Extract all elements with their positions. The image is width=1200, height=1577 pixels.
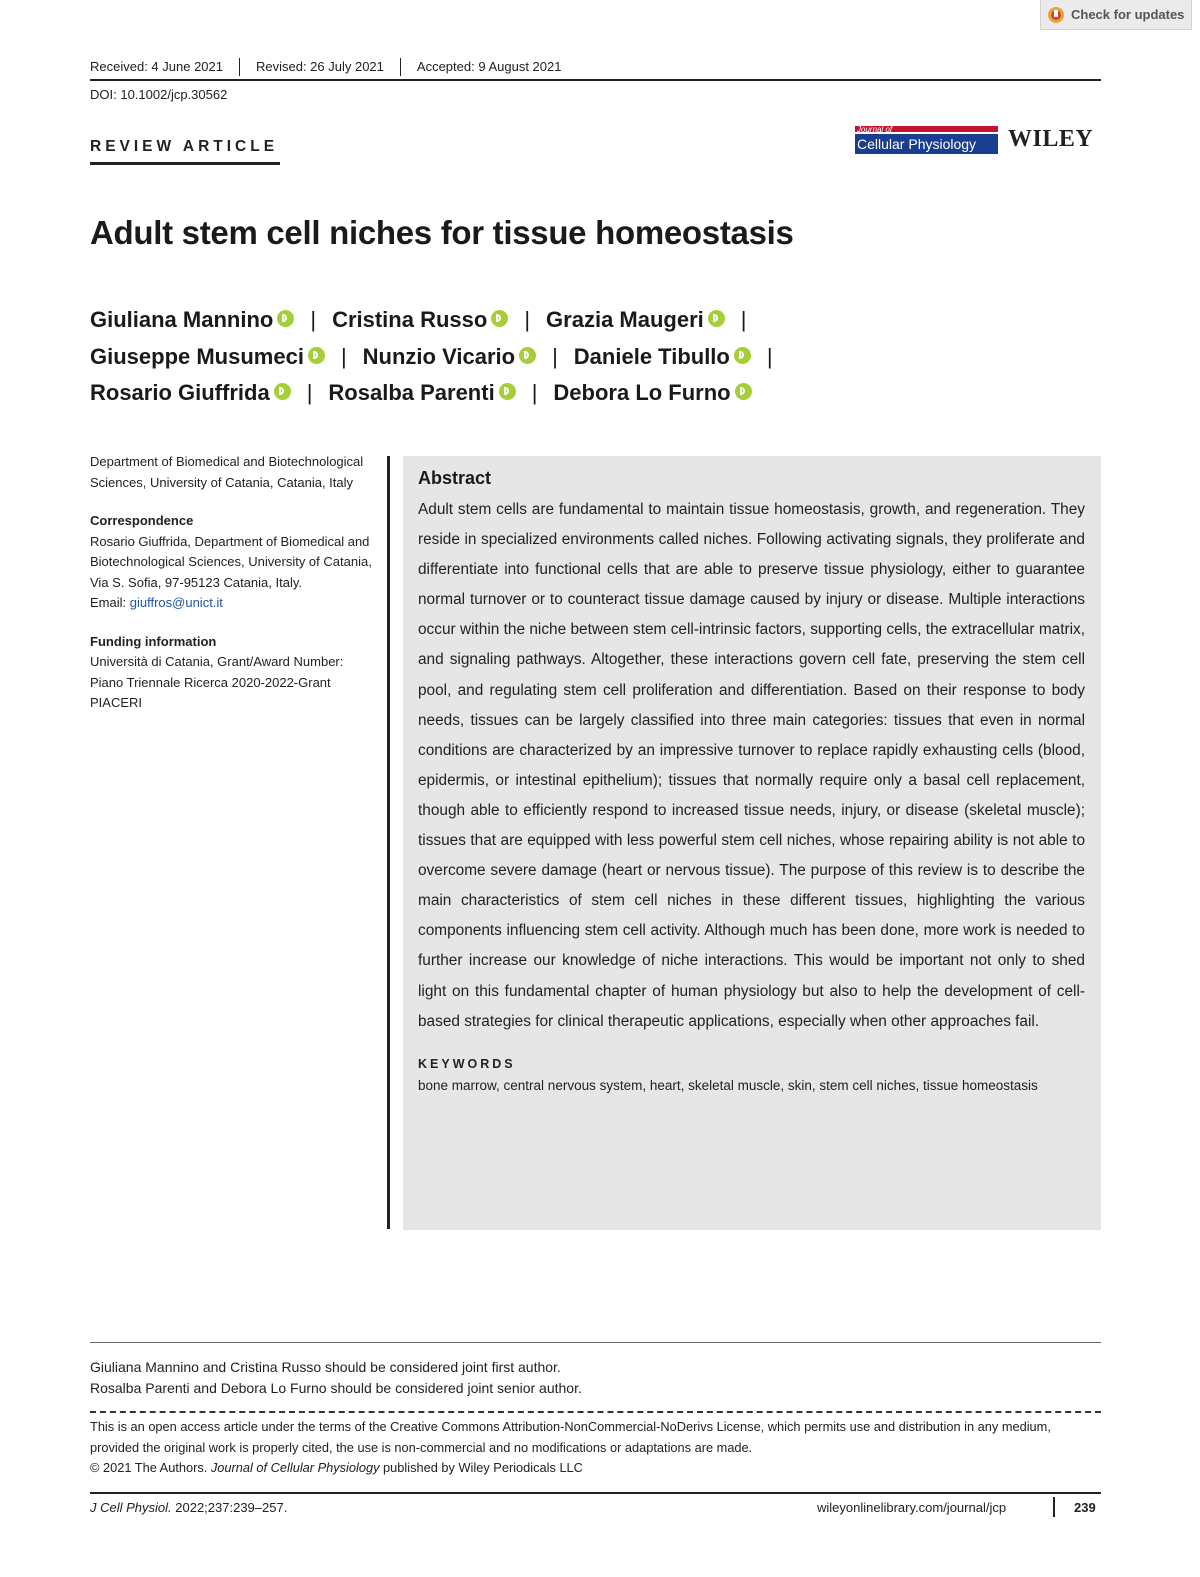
author-name[interactable]: Nunzio Vicario — [362, 343, 516, 369]
crossmark-icon — [1047, 6, 1065, 24]
joint-senior-note: Rosalba Parenti and Debora Lo Furno should be considered joint senior author. — [90, 1380, 582, 1396]
check-for-updates-button[interactable] — [1040, 0, 1192, 30]
article-info-column — [90, 452, 380, 732]
page-number: 239 — [1074, 1500, 1096, 1515]
revised-date: Revised: 26 July 2021 — [239, 58, 400, 76]
footer-separator — [1053, 1497, 1055, 1517]
license-block — [90, 1417, 1101, 1479]
copyright-line — [90, 1458, 1101, 1479]
funding-label: Funding information — [90, 633, 217, 649]
correspondence-block — [90, 511, 380, 614]
footer-rule — [90, 1492, 1101, 1494]
email-label: Email: — [90, 595, 127, 610]
article-type: REVIEW ARTICLE — [90, 138, 280, 165]
license-divider — [90, 1411, 1101, 1413]
publisher-logo: WILEY — [1008, 126, 1094, 152]
author-separator: | — [524, 307, 531, 332]
orcid-icon[interactable] — [735, 383, 752, 400]
doi[interactable]: DOI: 10.1002/jcp.30562 — [90, 87, 228, 102]
abstract-box — [403, 456, 1101, 1230]
journal-logo-small: Journal of — [857, 125, 893, 134]
citation — [90, 1500, 287, 1515]
author-name[interactable]: Giuliana Mannino — [90, 307, 274, 332]
column-divider — [387, 456, 390, 1229]
author-separator: | — [306, 380, 313, 405]
article-title: Adult stem cell niches for tissue homeostasis — [90, 214, 794, 251]
orcid-icon[interactable] — [491, 310, 508, 327]
author-name[interactable]: Debora Lo Furno — [553, 380, 731, 405]
abstract-heading: Abstract — [418, 468, 492, 488]
journal-logo-name: Cellular Physiology — [855, 134, 998, 154]
copyright-suffix: published by Wiley Periodicals LLC — [383, 1460, 583, 1475]
footnote-rule — [90, 1342, 1101, 1343]
author-name[interactable]: Cristina Russo — [332, 307, 488, 332]
orcid-icon[interactable] — [499, 383, 516, 400]
orcid-icon[interactable] — [277, 310, 294, 327]
author-separator: | — [740, 307, 747, 332]
author-name[interactable]: Rosalba Parenti — [328, 380, 495, 405]
citation-journal: J Cell Physiol. — [90, 1500, 172, 1515]
author-name[interactable]: Giuseppe Musumeci — [90, 343, 304, 369]
citation-details: 2022;237:239–257. — [175, 1500, 288, 1515]
abstract-text: Adult stem cells are fundamental to maintain tissue homeostasis, growth, and regeneration. They reside in specialized environments called niches. Following activating signals, they proliferate and differentiate into functional cells that are able to preserve tissue physiology, either to guarantee normal turnover or to counteract tissue damage caused by injury or disease. Multiple interactions occur within the niche between stem cell-intrinsic factors, supporting cells, the extracellular matrix, and signaling pathways. Altogether, these interactions govern cell fate, preserving the stem cell pool, and regulating stem cell proliferation and differentiation. Based on their response to body needs, tissues can be largely classified into three main categories: tissues that even in normal conditions are characterized by an impressive turnover to replace rapidly exhausting cells (blood, epidermis, or intestinal epithelium); tissues that normally require only a basal cell replacement, though able to efficiently respond to increased tissue needs, injury, or disease (skeletal muscle); tissues that are equipped with less powerful stem cell niches, whose repairing ability is not able to overcome severe damage (heart or nervous tissue). The purpose of this review is to describe the main characteristics of stem cell niches in these different tissues, highlighting the various components influencing stem cell activity. Although much has been done, more work is needed to further increase our knowledge of niche interactions. This would be important not only to shed light on this fundamental chapter of human physiology but also to help the development of cell-based strategies for clinical therapeutic applications, especially when other approaches fail. — [418, 501, 1085, 1030]
author-separator: | — [552, 343, 558, 369]
author-list — [90, 302, 1100, 412]
author-name[interactable]: Daniele Tibullo — [573, 343, 730, 369]
author-separator: | — [766, 343, 773, 369]
correspondence-label: Correspondence — [90, 513, 194, 528]
email-link[interactable]: giuffros@unict.it — [129, 595, 223, 610]
orcid-icon[interactable] — [734, 347, 751, 364]
correspondence-text: Rosario Giuffrida, Department of Biomedical and Biotechnological Sciences, University of Catania, Via S. Sofia, 97-95123 Catania, Italy. — [90, 533, 372, 590]
journal-logo — [855, 126, 998, 156]
author-name[interactable]: Rosario Giuffrida — [90, 380, 270, 405]
affiliation: Department of Biomedical and Biotechnological Sciences, University of Catania, Catania, Italy — [90, 454, 364, 490]
author-separator: | — [340, 343, 347, 369]
keywords-text: bone marrow, central nervous system, heart, skeletal muscle, skin, stem cell niches, tissue homeostasis — [418, 1077, 1038, 1093]
copyright-prefix: © 2021 The Authors. — [90, 1460, 208, 1475]
journal-url[interactable]: wileyonlinelibrary.com/journal/jcp — [817, 1500, 1007, 1515]
received-date: Received: 4 June 2021 — [90, 59, 223, 74]
header-rule — [90, 79, 1101, 81]
author-footnotes — [90, 1357, 582, 1399]
author-separator: | — [531, 380, 538, 405]
orcid-icon[interactable] — [308, 347, 325, 364]
orcid-icon[interactable] — [519, 347, 536, 364]
article-dates — [90, 58, 577, 76]
joint-first-note: Giuliana Mannino and Cristina Russo should be considered joint first author. — [90, 1359, 561, 1375]
author-separator: | — [310, 307, 317, 332]
orcid-icon[interactable] — [708, 310, 725, 327]
license-text: This is an open access article under the terms of the Creative Commons Attribution-NonCommercial-NoDerivs License, which permits use and distribution in any medium, provided the original work is properly cited, the use is non-commercial and no modifications or adaptations are made. — [90, 1419, 1051, 1455]
check-for-updates-label: Check for updates — [1071, 7, 1185, 22]
funding-text: Università di Catania, Grant/Award Number: Piano Triennale Ricerca 2020-2022-Grant PIACERI — [90, 654, 344, 710]
author-name[interactable]: Grazia Maugeri — [546, 307, 704, 332]
keywords-heading: KEYWORDS — [418, 1056, 516, 1071]
orcid-icon[interactable] — [274, 383, 291, 400]
copyright-journal: Journal of Cellular Physiology — [210, 1460, 380, 1475]
accepted-date: Accepted: 9 August 2021 — [400, 58, 578, 76]
funding-block — [90, 632, 380, 714]
